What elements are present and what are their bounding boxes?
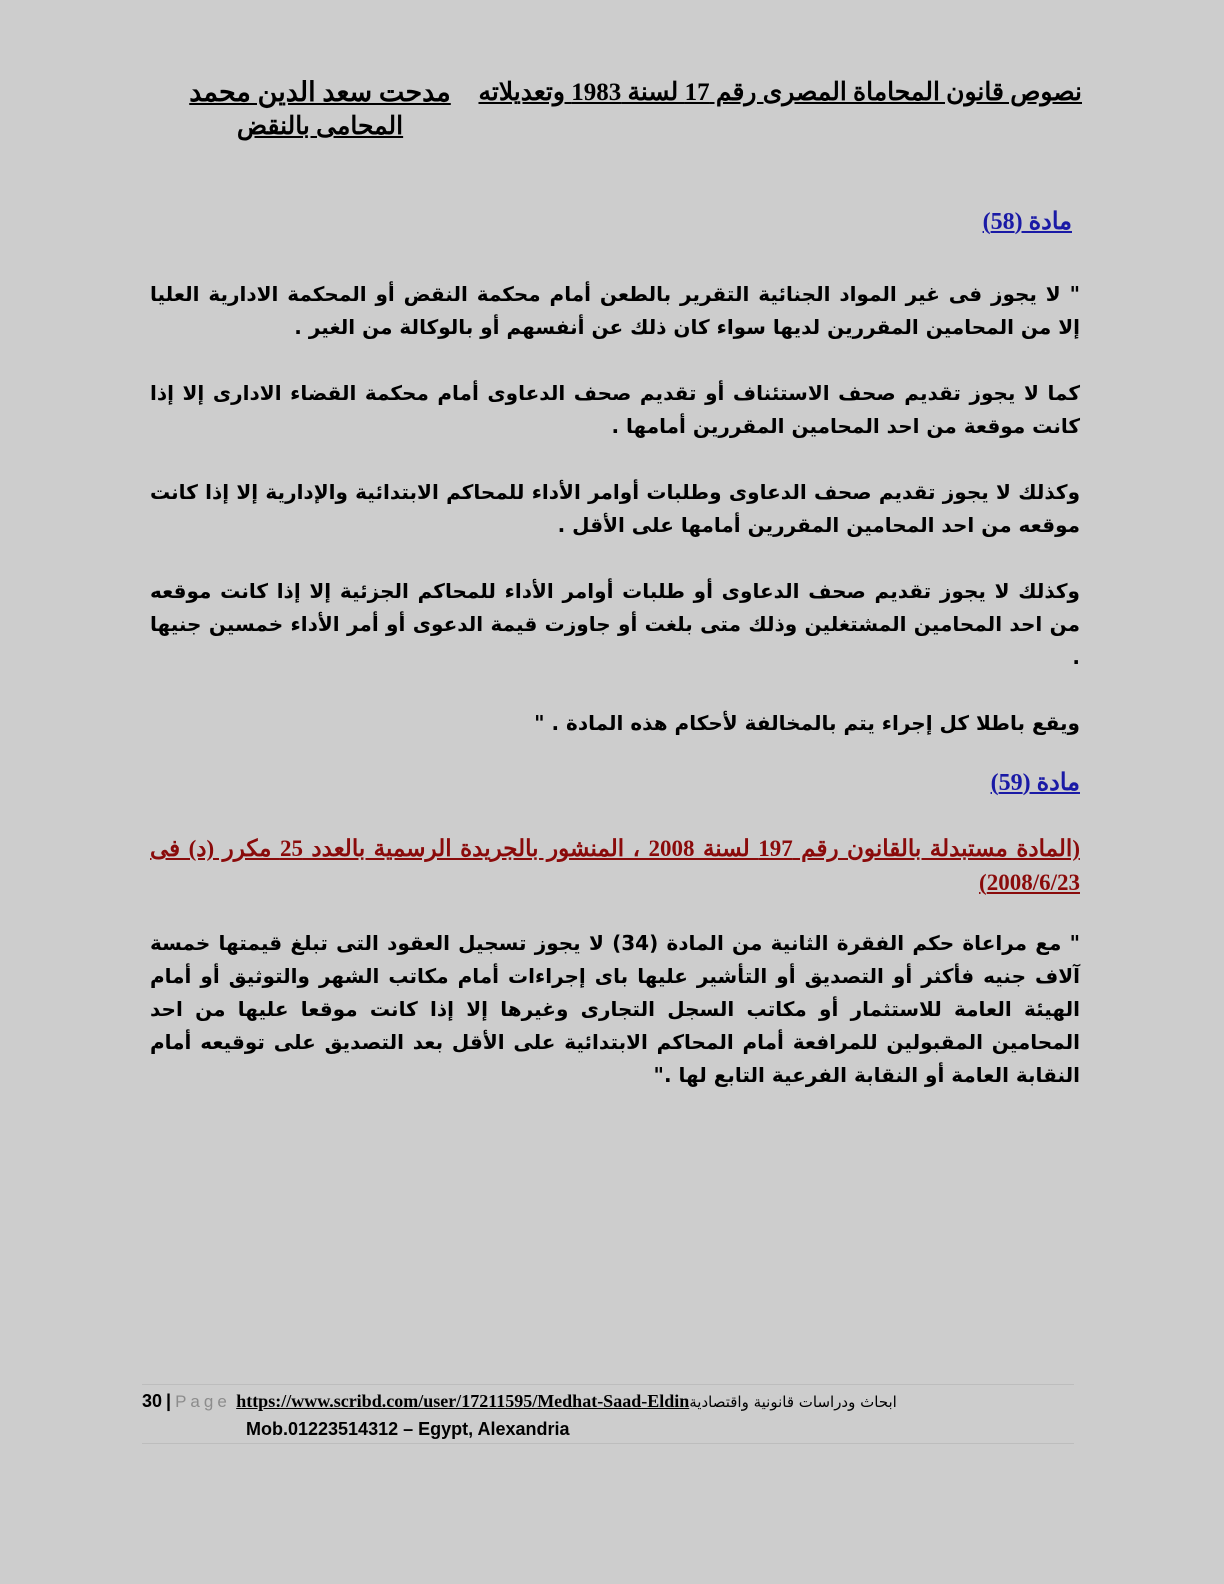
article-58-paragraph-1: " لا يجوز فى غير المواد الجنائية التقرير بالطعن أمام محكمة النقض أو المحكمة الادارية العليا إلا من المحامين المقررين لديها سواء كان ذلك عن أنفسهم أو بالوكالة من الغير . bbox=[150, 282, 1080, 339]
page-word: Page bbox=[175, 1392, 231, 1411]
page-footer bbox=[142, 1384, 1074, 1444]
article-58-paragraph-2: كما لا يجوز تقديم صحف الاستئناف أو تقديم صحف الدعاوى أمام محكمة القضاء الادارى إلا إذا كانت موقعة من احد المحامين المقررين أمامها . bbox=[150, 381, 1080, 438]
footer-contact: Mob.01223514312 – Egypt, Alexandria bbox=[246, 1419, 570, 1439]
footer-page-line bbox=[142, 1391, 897, 1412]
footer-url-link[interactable]: https://www.scribd.com/user/17211595/Medhat-Saad-Eldin bbox=[236, 1391, 690, 1411]
article-59-paragraph-1: " مع مراعاة حكم الفقرة الثانية من المادة (34) لا يجوز تسجيل العقود التى تبلغ قيمتها خمسة آلاف جنيه فأكثر أو التصديق أو التأشير عليها باى إجراءات أمام مكاتب الشهر والتوثيق أو أمام الهيئة العامة للاستثمار أو مكاتب السجل التجارى وغيرها إلا إذا كانت موقعا عليها من احد المحامين المقبولين للمرافعة أمام المحاكم الابتدائية على الأقل بعد التصديق على توقيعه أمام النقابة العامة أو النقابة الفرعية التابع لها ." bbox=[150, 931, 1080, 1087]
author-title: المحامى بالنقض bbox=[236, 113, 404, 140]
page-separator: | bbox=[166, 1391, 172, 1411]
footer-studies-text: ابحاث ودراسات قانونية واقتصادية bbox=[689, 1393, 897, 1411]
article-59-heading: مادة (59) bbox=[990, 770, 1080, 796]
author-block bbox=[170, 74, 470, 144]
article-58-paragraph-3: وكذلك لا يجوز تقديم صحف الدعاوى وطلبات أوامر الأداء للمحاكم الابتدائية والإدارية إلا إذا كانت موقعه من احد المحامين المقررين أمامها على الأقل . bbox=[150, 480, 1080, 537]
author-name: مدحت سعد الدين محمد bbox=[189, 77, 451, 107]
page-number: 30 bbox=[142, 1391, 163, 1411]
article-58-heading: مادة (58) bbox=[982, 209, 1072, 235]
document-body bbox=[150, 206, 1080, 1092]
article-58-paragraph-5: ويقع باطلا كل إجراء يتم بالمخالفة لأحكام هذه المادة . " bbox=[534, 711, 1080, 735]
article-59-amendment-note: (المادة مستبدلة بالقانون رقم 197 لسنة 2008 ، المنشور بالجريدة الرسمية بالعدد 25 مكرر (د) فى 2008/6/23) bbox=[150, 836, 1080, 895]
article-58-paragraph-4: وكذلك لا يجوز تقديم صحف الدعاوى أو طلبات أوامر الأداء للمحاكم الجزئية إلا إذا كانت موقعه من احد المحامين المشتغلين وذلك متى بلغت أو جاوزت قيمة الدعوى أو أمر الأداء خمسين جنيها . bbox=[150, 579, 1080, 669]
document-title: نصوص قانون المحاماة المصرى رقم 17 لسنة 1983 وتعديلاته bbox=[478, 79, 1082, 106]
